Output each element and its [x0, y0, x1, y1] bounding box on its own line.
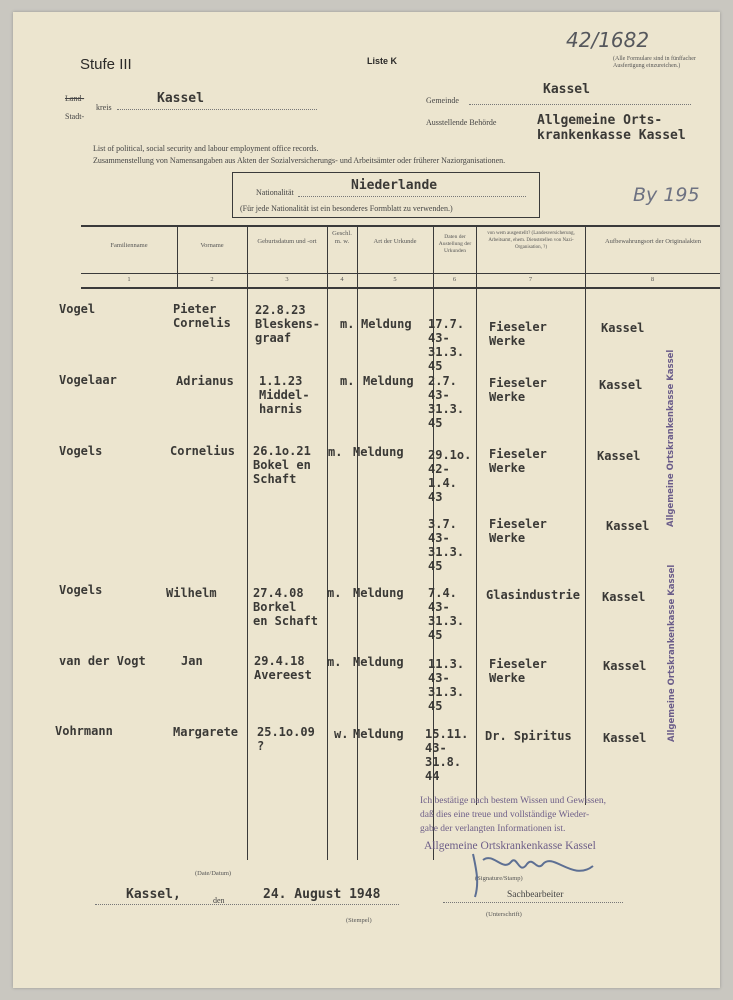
column-header-8: Aufbewahrungsort der Originalakten: [604, 238, 702, 245]
signature-label: (Signature/Stamp): [475, 875, 523, 882]
archive-number: 42/1682: [566, 28, 650, 52]
cell-birth: 26.1o.21 Bokel en Schaft: [253, 444, 311, 486]
behoerde-value-1: Allgemeine Orts-: [537, 113, 663, 128]
signature-underline: [443, 902, 623, 903]
cell-birth: 27.4.08 Borkel en Schaft: [253, 586, 319, 628]
cell-sex: m.: [340, 317, 355, 331]
cell-document: Meldung: [353, 655, 404, 669]
cell-sex: m.: [340, 374, 355, 388]
cell-sex: w.: [334, 727, 349, 741]
form-note: (Alle Formulare sind in fünffacher Ausfertigung einzureichen.): [613, 56, 696, 69]
certification-line-2: daß dies eine treue und vollständige Wieder-: [420, 810, 590, 820]
column-header-7: von wem ausgestellt? (Landesversicherung, Arbeitsamt, ehem. Dienststellen von Nazi-Organisation, ?): [487, 231, 575, 250]
table-header-bottom: [81, 287, 720, 289]
cell-dates: 3.7. 43- 31.3. 45: [428, 517, 465, 573]
cell-document: Meldung: [363, 374, 414, 388]
column-header-3: Geburtsdatum und -ort: [257, 238, 317, 245]
document-page: [13, 12, 720, 988]
sachbearbeiter-label: Sachbearbeiter: [507, 890, 564, 900]
cell-issuer: Fieseler Werke: [489, 320, 547, 348]
cell-document: Meldung: [353, 586, 404, 600]
certification-line-1: Ich bestätige nach bestem Wissen und Gewissen,: [420, 796, 606, 806]
cell-issuer: Glasindustrie: [486, 588, 580, 602]
certification-stamp: Allgemeine Ortskrankenkasse Kassel: [424, 840, 596, 852]
gemeinde-underline: [469, 104, 691, 105]
cell-archive: Kassel: [606, 519, 650, 533]
cell-sex: m.: [327, 586, 342, 600]
column-number-7: 7: [528, 276, 533, 283]
cell-sex: m.: [328, 445, 343, 459]
kreis-label: kreis: [96, 103, 112, 112]
cell-archive: Kassel: [597, 449, 641, 463]
handwritten-mark: By 195: [633, 184, 700, 206]
liste-label: Liste K: [367, 56, 398, 66]
cell-surname: van der Vogt: [59, 654, 146, 668]
cell-archive: Kassel: [599, 378, 643, 392]
cell-firstname: Adrianus: [176, 374, 234, 388]
cell-birth: 29.4.18 Avereest: [254, 654, 312, 682]
cell-birth: 22.8.23 Bleskens- graaf: [255, 303, 321, 345]
subtitle-de: Zusammenstellung von Namensangaben aus Akten der Sozialversicherungs- und Arbeitsämter oder früherer Naziorganisationen.: [93, 156, 506, 165]
cell-surname: Vogel: [59, 302, 96, 316]
cell-document: Meldung: [361, 317, 412, 331]
column-header-6: Daten der Austellung der Urkunden: [438, 234, 472, 254]
column-number-1: 1: [127, 276, 131, 283]
stadt-label: Stadt-: [65, 112, 85, 121]
cell-birth: 25.1o.09 ?: [257, 725, 315, 753]
cell-surname: Vohrmann: [55, 724, 113, 738]
footer-place: Kassel,: [126, 887, 181, 902]
cell-archive: Kassel: [603, 659, 647, 673]
cell-firstname: Pieter Cornelis: [173, 302, 231, 330]
cell-firstname: Cornelius: [170, 444, 236, 458]
cell-archive: Kassel: [601, 321, 645, 335]
column-header-4: Geschl. m. w.: [332, 230, 352, 245]
unterschrift-label: (Unterschrift): [486, 911, 522, 918]
cell-sex: m.: [327, 655, 342, 669]
column-number-3: 3: [285, 276, 289, 283]
cell-birth: 1.1.23 Middel- harnis: [259, 374, 310, 416]
column-number-8: 8: [650, 276, 655, 283]
cell-issuer: Fieseler Werke: [489, 376, 547, 404]
cell-dates: 11.3. 43- 31.3. 45: [428, 657, 465, 713]
column-divider: [327, 225, 328, 860]
kreis-value: Kassel: [157, 91, 204, 106]
column-divider: [357, 225, 358, 860]
cell-dates: 15.11. 43- 31.8. 44: [425, 727, 469, 783]
footer-den: den: [213, 896, 225, 905]
column-divider: [476, 225, 477, 805]
column-number-5: 5: [393, 276, 397, 283]
date-underline: [95, 904, 399, 905]
nationality-note: (Für jede Nationalität ist ein besonderes Formblatt zu verwenden.): [240, 204, 453, 213]
footer-date: 24. August 1948: [263, 887, 381, 902]
column-number-4: 4: [340, 276, 344, 283]
stufe-label: Stufe III: [80, 56, 132, 73]
cell-surname: Vogels: [59, 583, 103, 597]
nationality-value: Niederlande: [351, 178, 438, 193]
behoerde-value-2: krankenkasse Kassel: [537, 128, 686, 143]
cell-firstname: Margarete: [173, 725, 239, 739]
behoerde-label: Ausstellende Behörde: [426, 118, 497, 127]
side-stamp-2: Allgemeine Ortskrankenkasse Kassel: [667, 564, 677, 742]
cell-archive: Kassel: [602, 590, 646, 604]
cell-surname: Vogels: [59, 444, 103, 458]
column-divider: [247, 225, 248, 860]
column-number-6: 6: [452, 276, 457, 283]
column-header-5: Art der Urkunde: [373, 238, 417, 245]
gemeinde-label: Gemeinde: [426, 96, 459, 105]
cell-surname: Vogelaar: [59, 373, 117, 387]
nationality-underline: [298, 196, 526, 197]
certification-line-3: gabe der verlangten Informationen ist.: [420, 824, 566, 834]
handwritten-signature: [433, 842, 623, 902]
subtitle-en: List of political, social security and labour employment office records.: [93, 144, 319, 153]
cell-issuer: Dr. Spiritus: [485, 729, 572, 743]
cell-archive: Kassel: [603, 731, 647, 745]
cell-dates: 7.4. 43- 31.3. 45: [428, 586, 465, 642]
date-label: (Date/Datum): [195, 870, 232, 877]
cell-dates: 29.1o. 42- 1.4. 43: [428, 448, 472, 504]
nationality-label: Nationalität: [256, 188, 294, 197]
cell-dates: 17.7. 43- 31.3. 45: [428, 317, 465, 373]
side-stamp-1: Allgemeine Ortskrankenkasse Kassel: [666, 349, 676, 527]
column-number-2: 2: [210, 276, 214, 283]
cell-issuer: Fieseler Werke: [489, 657, 547, 685]
column-header-2: Vorname: [200, 242, 224, 249]
cell-firstname: Jan: [181, 654, 203, 668]
column-divider: [585, 225, 586, 805]
cell-document: Meldung: [353, 727, 404, 741]
cell-document: Meldung: [353, 445, 404, 459]
gemeinde-value: Kassel: [543, 82, 590, 97]
kreis-underline: [117, 109, 317, 110]
stempel-label: (Stempel): [346, 917, 372, 924]
land-label: Land-: [65, 94, 85, 103]
column-header-1: Familienname: [110, 242, 148, 249]
cell-issuer: Fieseler Werke: [489, 447, 547, 475]
cell-dates: 2.7. 43- 31.3. 45: [428, 374, 465, 430]
cell-firstname: Wilhelm: [166, 586, 217, 600]
cell-issuer: Fieseler Werke: [489, 517, 547, 545]
